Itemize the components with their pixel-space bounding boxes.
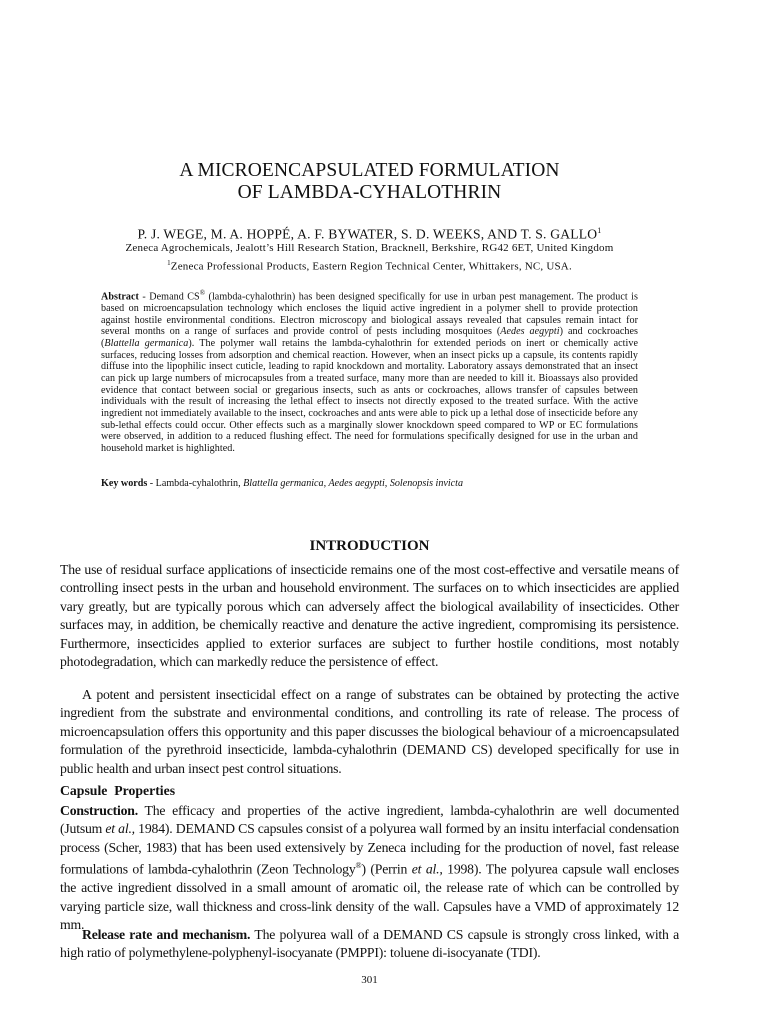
construction-label: Construction.	[60, 803, 138, 818]
keywords-label: Key words	[101, 478, 148, 489]
capsule-properties-heading: Capsule Properties	[60, 783, 176, 798]
abstract-label: Abstract	[101, 291, 139, 303]
release-label: Release rate and mechanism.	[82, 927, 251, 942]
construction-text-1: The efficacy and properties of the active ingredient, lambda-cyhalothrin are well documented (Jutsum	[60, 803, 679, 837]
author-superscript: 1	[597, 226, 602, 235]
abstract-text-2: (lambda-cyhalothrin) has been designed specifically for use in urban pest management. The product is based on microencapsulation technology which encloses the liquid active ingredient in a polymer shell to provide protection against hostile environmental conditions. Electron microscopy and biological assays revealed that capsules remain intact for several months on a range of surfaces and provide control of pests including mosquitoes (	[101, 291, 638, 338]
construction-etal-2: et al.,	[411, 861, 443, 877]
abstract-text-3: ) and cockroaches (	[101, 326, 639, 349]
paper-title	[60, 160, 679, 204]
page-number: 301	[361, 974, 378, 986]
introduction-heading: INTRODUCTION	[309, 538, 430, 554]
keywords	[101, 478, 638, 490]
construction-etal-1: et al.,	[105, 821, 135, 837]
affiliation-2-text: Zeneca Professional Products, Eastern Region Technical Center, Whittakers, NC, USA.	[170, 260, 572, 273]
keywords-species: Blattella germanica, Aedes aegypti, Solenopsis invicta	[243, 478, 463, 489]
release-paragraph	[60, 926, 679, 963]
title-line-1: A MICROENCAPSULATED FORMULATION	[179, 160, 560, 181]
abstract-species-2: Blattella germanica	[104, 337, 189, 349]
author-list	[60, 223, 679, 243]
construction-registered-mark: ®	[355, 861, 362, 871]
intro-paragraph-2: A potent and persistent insecticidal effect on a range of substrates can be obtained by protecting the active ingredient from the substrate and environmental conditions, and controlling its rate of release. The process of microencapsulation offers this opportunity and this paper discusses the biological behaviour of a microencapsulated formulation of the pyrethroid insecticide, lambda-cyhalothrin (DEMAND CS) developed specifically for use in public health and urban insect pest control situations.	[60, 687, 679, 776]
abstract-text-1: - Demand CS	[138, 291, 200, 303]
keywords-separator: - Lambda-cyhalothrin,	[147, 478, 244, 489]
abstract-registered-mark: ®	[199, 289, 206, 297]
affiliation-1: Zeneca Agrochemicals, Jealott’s Hill Research Station, Bracknell, Berkshire, RG42 6ET, United Kingdom	[125, 242, 614, 254]
abstract	[101, 288, 638, 455]
construction-text-4: 1998). The polyurea capsule wall encloses the active ingredient dissolved in a small amount of aromatic oil, the release rate of which can be controlled by varying particle size, wall thickness and cross-link density of the wall. Capsules have a VMD of approximately 12 mm.	[60, 861, 679, 933]
author-names: P. J. WEGE, M. A. HOPPÉ, A. F. BYWATER, S. D. WEEKS, AND T. S. GALLO	[137, 226, 598, 242]
affiliation-2	[60, 256, 679, 274]
construction-paragraph	[60, 802, 679, 935]
release-text: The polyurea wall of a DEMAND CS capsule is strongly cross linked, with a high ratio of polymethylene-polyphenyl-isocyanate (PMPPI): toluene di-isocyanate (TDI).	[60, 927, 679, 961]
title-line-2: OF LAMBDA-CYHALOTHRIN	[237, 182, 502, 203]
affiliation-2-superscript: 1	[167, 259, 171, 267]
intro-paragraph-1: The use of residual surface applications of insecticide remains one of the most cost-effective and versatile means of controlling insect pests in the urban and household environment. The surfaces on to which insecticides are applied vary greatly, but are typically porous which can adversely affect the biological availability of insecticides. Other surfaces may, in addition, be chemically reactive and denature the active ingredient, compromising its persistence. Furthermore, insecticides applied to exterior surfaces are subject to further hostile conditions, most notably photodegradation, which can markedly reduce the persistence of effect.	[60, 562, 679, 670]
abstract-species-1: Aedes aegypti	[500, 326, 560, 338]
construction-text-2: 1984). DEMAND CS capsules consist of a polyurea wall formed by an insitu interfacial condensation process (Scher, 1983) that has been used extensively by Zeneca including for the production of novel, fast release formulations of lambda-cyhalothrin (Zeon Technology	[60, 821, 680, 877]
construction-text-3: ) (Perrin	[361, 861, 412, 877]
abstract-text-4: ). The polymer wall retains the lambda-cyhalothrin for extended periods on inert or chemically active surfaces, reducing losses from adsorption and chemical reaction. However, when an insect picks up a capsule, its contents rapidly diffuse into the lipophilic insect cuticle, leading to rapid knockdown and mortality. Laboratory assays demonstrated that an insect can pick up large numbers of microcapsules from a treated surface, many more than are needed to kill it. Bioassays also provided evidence that contact between social or gregarious insects, such as ants or cockroaches, allows transfer of capsules between individuals with the result of increasing the lethal effect to insects not directly exposed to the treated surface. With the active ingredient not immediately available to the insect, cockroaches and ants were able to pick up a lethal dose of insecticide before any sub-lethal effects could occur. Other effects such as a marginally slower knockdown speed compared to WP or EC formulations were observed, in addition to a reduced flushing effect. The need for formulations specifically designed for use in the urban and household market is highlighted.	[101, 337, 639, 454]
